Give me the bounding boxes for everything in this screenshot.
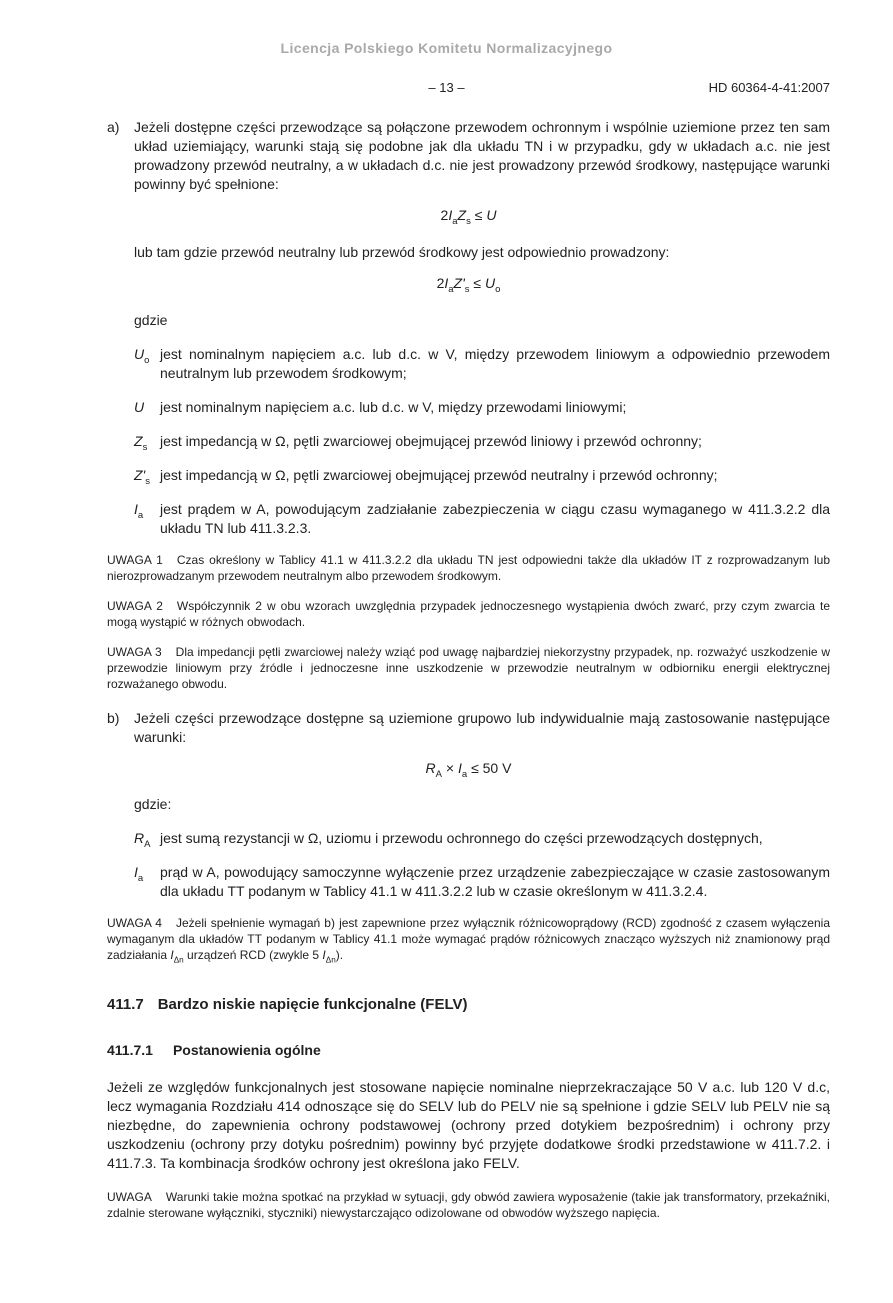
formula-1: $2I_aZ_s \le U$ (440, 207, 497, 227)
definition-text-ia: jest prądem w A, powodującym zadziałanie zabezpieczenia w ciągu czasu wymaganego w 411.3.2.2 dla układu TN lub 411.3.2.3. (160, 500, 830, 536)
note-felv-label: UWAGA (107, 1189, 152, 1204)
paragraph-b-text: Jeżeli części przewodzące dostępne są uziemione grupowo lub indywidualnie mają zastosowanie następujące warunki: (134, 709, 830, 745)
definition-text-uo: jest nominalnym napięciem a.c. lub d.c. w V, między przewodem liniowym a odpowiednio przewodem neutralnym lub przewodem środkowym; (160, 345, 830, 381)
definition-text-zs-prime: jest impedancją w Ω, pętli zwarciowej obejmującej przewód neutralny i przewód ochronny; (160, 466, 718, 483)
definition-zs (134, 432, 830, 451)
note-uwaga-2-text: Współczynnik 2 w obu wzorach uwzględnia przypadek jednoczesnego wystąpienia dwóch zwarć, przy czym zwarcia te mogą wystąpić w różnych obwodach. (107, 598, 831, 629)
document-reference: HD 60364-4-41:2007 (708, 80, 830, 95)
definition-zs-prime (134, 466, 830, 485)
definition-uo (134, 345, 830, 383)
gdzie-label-b: gdzie: (134, 796, 172, 813)
paragraph-a-text: Jeżeli dostępne części przewodzące są połączone przewodem ochronnym i wspólnie uziemione przez ten sam układ uziemiający, warunki stają się podobne jak dla układu TN i w przypadku, gdy w układach a.c. nie jest prowadzony przewód neutralny, a w układach d.c. nie jest prowadzony przewód środkowy, następujące warunki powinny być spełnione: (134, 119, 830, 192)
paragraph-between-formulas: lub tam gdzie przewód neutralny lub przewód środkowy jest odpowiednio prowadzony: (134, 243, 670, 260)
page-header (0, 80, 893, 98)
definition-text-zs: jest impedancją w Ω, pętli zwarciowej obejmującej przewód liniowy i przewód ochronny; (160, 432, 702, 449)
note-uwaga-1 (107, 552, 830, 584)
definition-term-zs-prime: $Z'_s$ (134, 466, 150, 487)
gdzie-label-a: gdzie (134, 311, 168, 328)
formula-2: $2I_aZ'_s \le U_o$ (436, 274, 501, 295)
license-watermark: Licencja Polskiego Komitetu Normalizacyjnego (280, 40, 613, 56)
page-number: – 13 – (428, 80, 465, 95)
definition-text-u: jest nominalnym napięciem a.c. lub d.c. w V, między przewodami liniowymi; (160, 398, 627, 415)
definition-term-zs: $Z_s$ (134, 432, 148, 453)
definition-ia-b (134, 863, 830, 901)
heading-411-7-1 (107, 1041, 830, 1060)
list-label-a: a) (107, 119, 120, 135)
heading-411-7-1-title: Postanowienia ogólne (172, 1041, 321, 1058)
note-uwaga-3 (107, 644, 830, 692)
definition-term-u: U (134, 398, 145, 415)
note-uwaga-1-label: UWAGA 1 (107, 552, 163, 567)
definition-u (134, 398, 830, 417)
definition-term-ra: $R_A$ (134, 830, 151, 851)
heading-411-7-title: Bardzo niskie napięcie funkcjonalne (FELV) (157, 995, 468, 1013)
note-uwaga-4-text: Jeżeli spełnienie wymagań b) jest zapewnione przez wyłącznik różnicowoprądowy (RCD) zgodność z czasem wyłączenia wymaganym dla układów TT podanym w Tablicy 41.1 może wymagać prądów różnicowych znacząco wyższych niż znamionowy prąd zadziałania $I_{\Delta n}$ urządzeń RCD (zwykle 5 $I_{\Delta n}$). (107, 916, 830, 965)
definition-ra (134, 829, 830, 851)
note-uwaga-2-label: UWAGA 2 (107, 598, 163, 613)
note-uwaga-3-text: Dla impedancji pętli zwarciowej należy wziąć pod uwagę najbardziej niekorzystny przypadek, np. rozważyć uszkodzenie w przewodzie liniowym przy źródle i jednoczesne inne uszkodzenie w przewodzie neutralnym w odbiorniku energii elektrycznej rozważanego obwodu. (107, 644, 831, 691)
definition-ia (134, 500, 830, 538)
heading-411-7-1-number: 411.7.1 (107, 1041, 153, 1058)
definition-text-ia-b: prąd w A, powodujący samoczynne wyłączenie przez urządzenie zabezpieczające w czasie zastosowanym dla układu TT podanym w Tablicy 41.1 w 411.3.2.2 lub w czasie określonym w 411.3.2.4. (160, 864, 830, 900)
heading-411-7-number: 411.7 (107, 995, 144, 1013)
note-uwaga-4 (107, 915, 830, 968)
note-uwaga-4-label: UWAGA 4 (107, 916, 162, 931)
note-felv (107, 1189, 830, 1221)
document-body (0, 118, 893, 1221)
note-felv-text: Warunki takie można spotkać na przykład w sytuacji, gdy obwód zawiera wyposażenie (takie jak transformatory, przekaźniki, zdalnie sterowane wyłączniki, styczniki) niewystarczająco odizolowane od obwodów wyższego napięcia. (107, 1189, 830, 1220)
paragraph-a (107, 118, 830, 194)
definition-term-uo: $U_o$ (134, 345, 150, 366)
note-uwaga-2 (107, 598, 830, 630)
note-uwaga-3-label: UWAGA 3 (107, 644, 162, 659)
note-uwaga-1-text: Czas określony w Tablicy 41.1 w 411.3.2.2 dla układu TN jest odpowiedni także dla układów IT z rozprowadzanym lub nierozprowadzanym przewodem neutralnym albo przewodem środkowym. (107, 552, 830, 583)
heading-411-7 (107, 995, 830, 1014)
definition-term-ia-b: $I_a$ (134, 864, 144, 885)
formula-3: $R_A \times I_a \le 50$ V (425, 759, 512, 780)
paragraph-b (107, 709, 830, 747)
list-label-b: b) (107, 709, 120, 726)
paragraph-felv: Jeżeli ze względów funkcjonalnych jest stosowane napięcie nominalne nieprzekraczające 50 V a.c. lub 120 V d.c, lecz wymagania Rozdziału 414 odnoszące się do SELV lub do PELV nie są spełnione i gdzie SELV lub PELV nie są niezbędne, do zapewnienia ochrony podstawowej (ochrony przed dotykiem bezpośrednim) i ochrony przy uszkodzeniu (ochrony przy dotyku pośrednim) powinny być przyjęte dodatkowe środki przedstawione w 411.7.2. i 411.7.3. Ta kombinacja środków ochrony jest określona jako FELV. (107, 1078, 830, 1171)
definition-text-ra: jest sumą rezystancji w Ω, uziomu i przewodu ochronnego do części przewodzących dostępnych, (160, 830, 763, 847)
document-page (0, 40, 893, 1303)
definition-term-ia: $I_a$ (134, 500, 144, 521)
